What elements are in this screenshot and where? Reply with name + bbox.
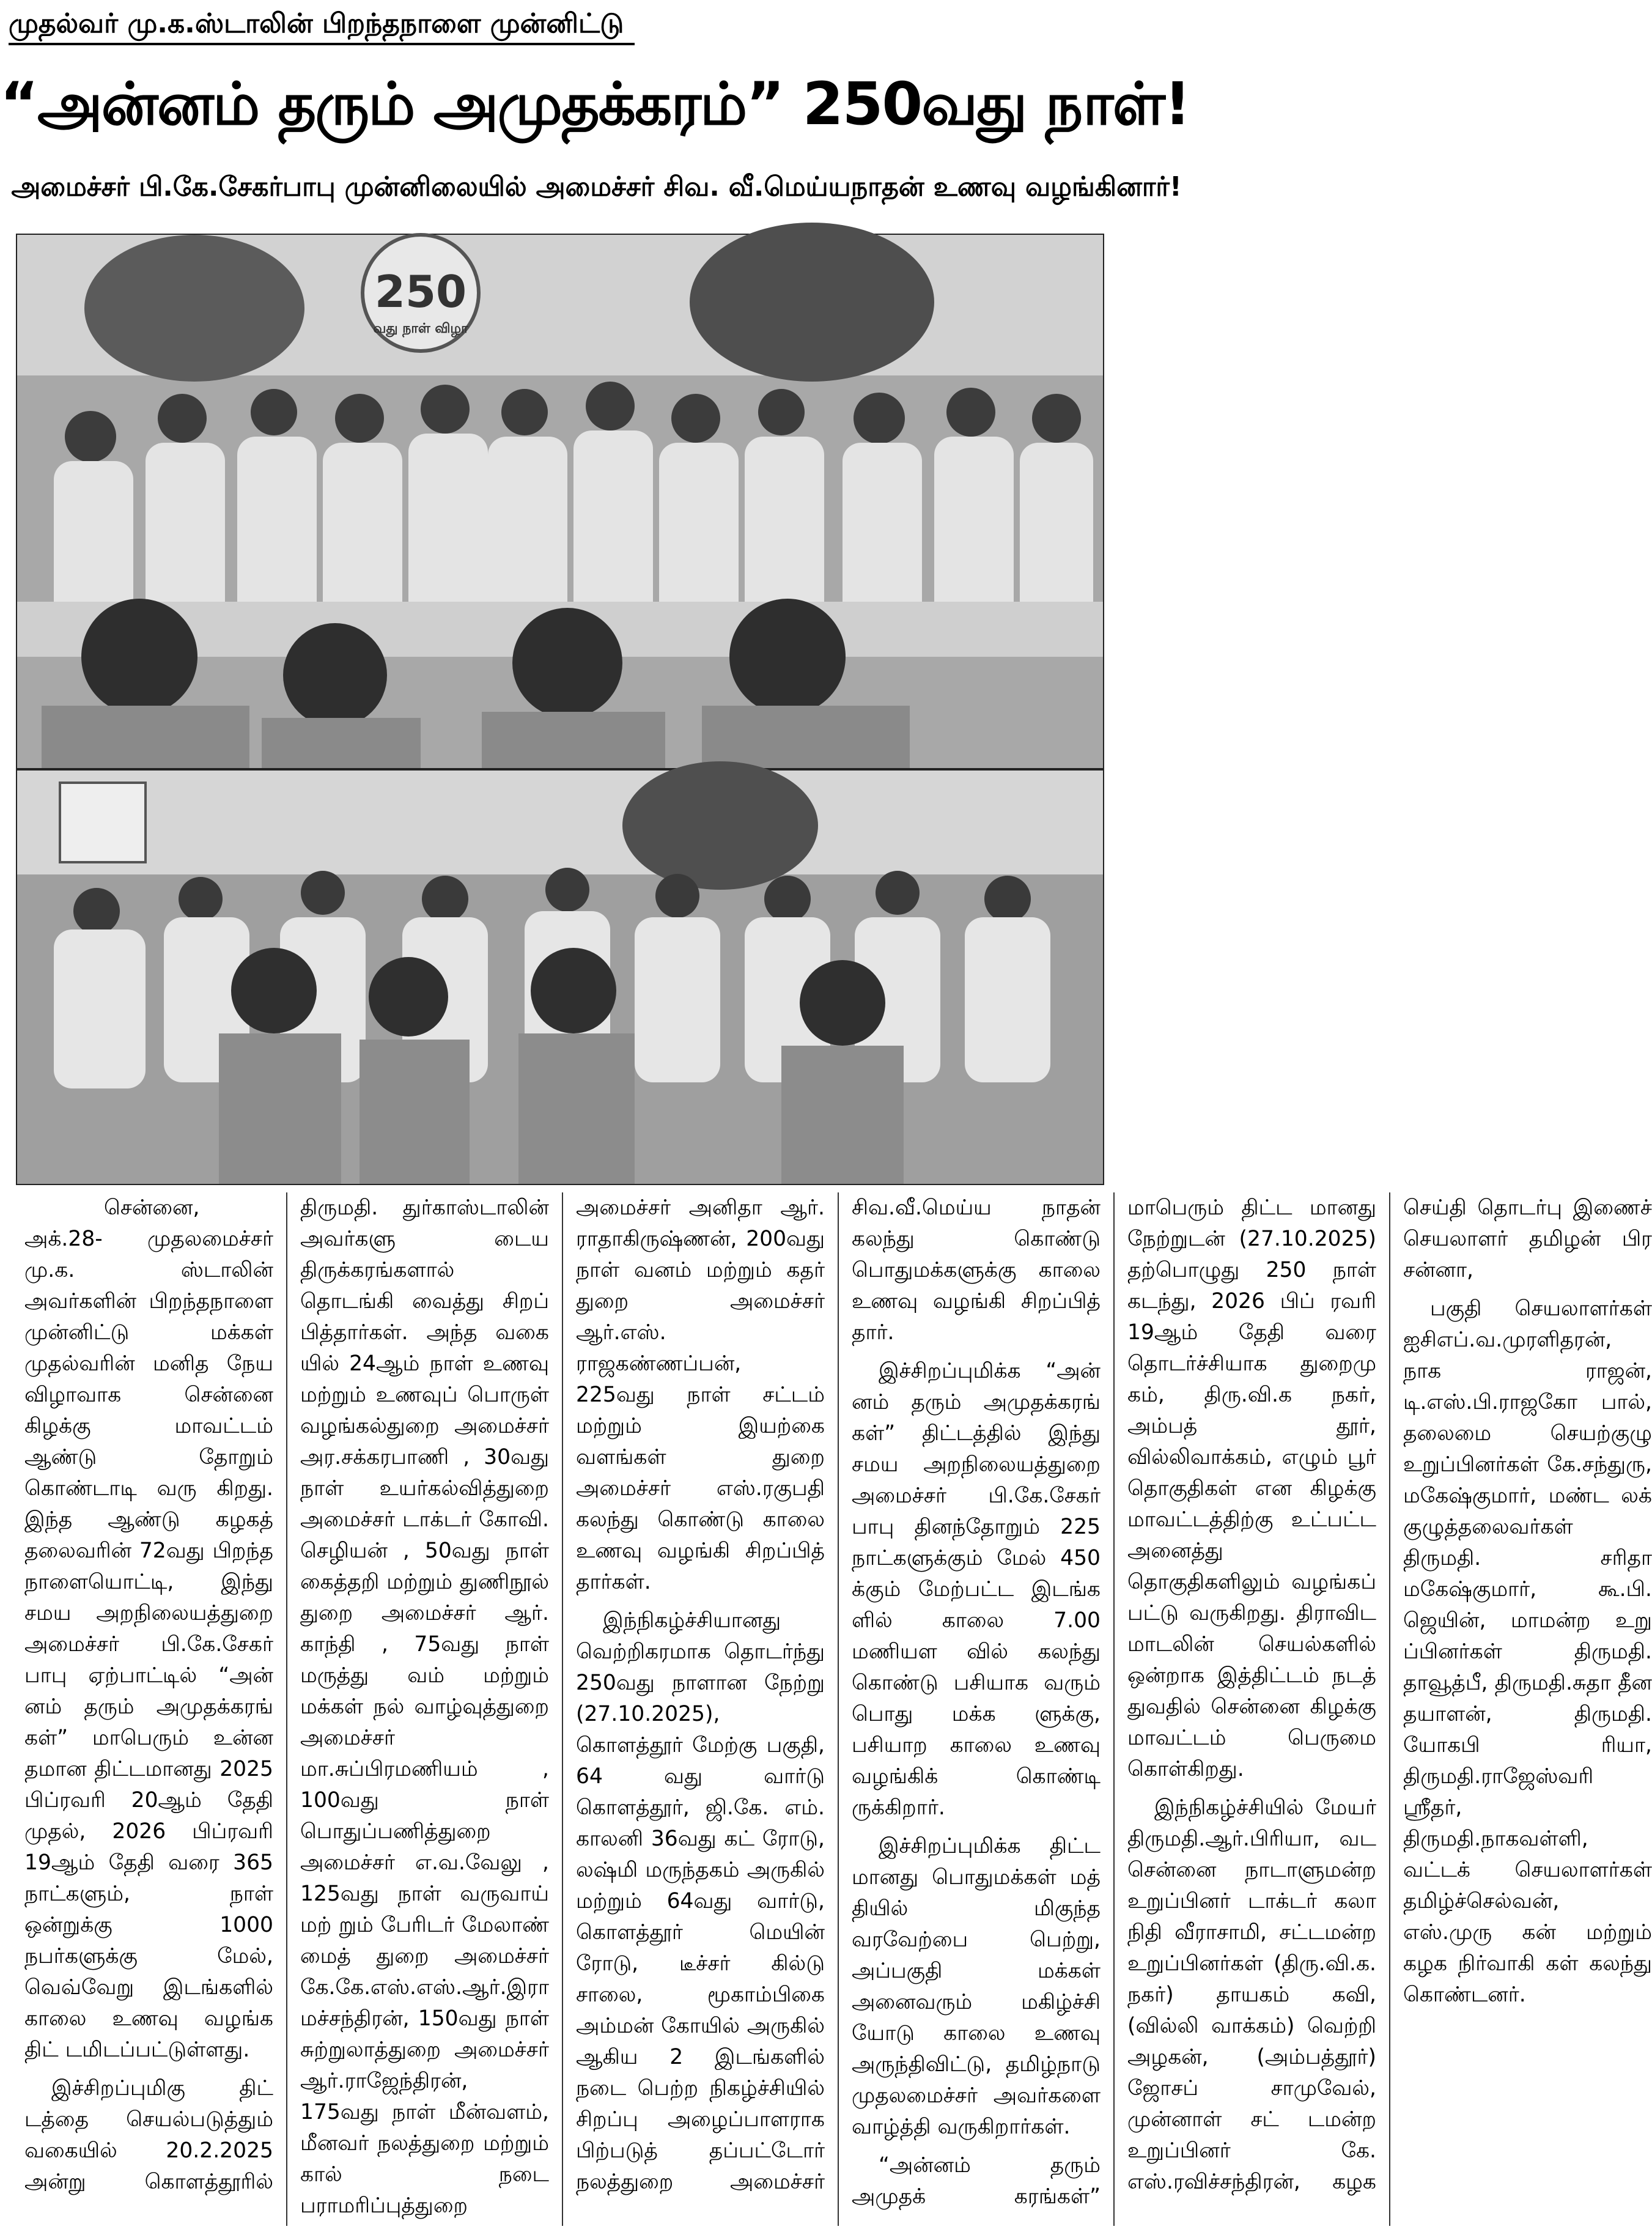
event-photo-top <box>16 234 1104 769</box>
article-paragraph: “அன்னம் தரும் அமுதக் கரங்கள்” மாபெரும் திட்ட மானது நேற்றுடன் (27.10.2025) தற்பொழுது 250 நாள் கடந்து, 2026 பிப் ரவரி 19ஆம் தேதி வரை தொடர்ச்சியாக துறைமு கம், திரு.வி.க நகர், அம்பத் தூர், வில்லிவாக்கம், எழும் பூர் தொகுதிகள் என கிழக்கு மாவட்டத்திற்கு உட்பட்ட அனைத்து தொகுதிகளிலும் வழங்கப் பட்டு வருகிறது. திராவிட மாடலின் செயல்களில் ஒன்றாக இத்திட்டம் நடத் துவதில் சென்னை கிழக்கு மாவட்டம் பெருமை கொள்கிறது. <box>852 1195 1376 2209</box>
article-body <box>24 1192 1652 2226</box>
event-photo-top-illustration <box>17 235 1103 768</box>
event-photo-bottom <box>16 769 1104 1185</box>
article-paragraph: இந்நிகழ்ச்சியில் மேயர் திருமதி.ஆர்.பிரியா, வட சென்னை நாடாளுமன்ற உறுப்பினர் டாக்டர் கலா நிதி வீராசாமி, சட்டமன்ற உறுப்பினர்கள் (திரு.வி.க. நகர்) தாயகம் கவி, (வில்லி வாக்கம்) வெற்றி அழகன், (அம்பத்தூர்) ஜோசப் சாமுவேல், முன்னாள் சட் டமன்ற உறுப்பினர் கே. எஸ்.ரவிச்சந்திரன், கழக செய்தி தொடர்பு இணைச் செயலாளர் தமிழன் பிர சன்னா, <box>1127 1195 1652 2194</box>
event-photo-bottom-illustration <box>17 770 1103 1184</box>
article-paragraph: இச்சிறப்புமிகு திட் டத்தை செயல்படுத்தும் வகையில் 20.2.2025 அன்று கொளத்தூரில் திருமதி. துர்காஸ்டாலின் அவர்களு டைய திருக்கரங்களால் தொடங்கி வைத்து சிறப் பித்தார்கள். அந்த வகை யில் 24ஆம் நாள் உணவு மற்றும் உணவுப் பொருள் வழங்கல்துறை அமைச்சர் அர.சக்கரபாணி , 30வது நாள் உயர்கல்வித்துறை அமைச்சர் டாக்டர் கோவி. செழியன் , 50வது நாள் கைத்தறி மற்றும் துணிநூல் துறை அமைச்சர் ஆர். காந்தி , 75வது நாள் மருத்து வம் மற்றும் மக்கள் நல் வாழ்வுத்துறை அமைச்சர் மா.சுப்பிரமணியம் , 100வது நாள் பொதுப்பணித்துறை அமைச்சர் எ.வ.வேலு , 125வது நாள் வருவாய் மற் றும் பேரிடர் மேலாண் மைத் துறை அமைச்சர் கே.கே.எஸ்.எஸ்.ஆர்.இரா மச்சந்திரன், 150வது நாள் சுற்றுலாத்துறை அமைச்சர் ஆர்.ராஜேந்திரன், 175வது நாள் மீன்வளம், மீனவர் நலத்துறை மற்றும் கால் நடை பராமரிப்புத்துறை அமைச்சர் அனிதா ஆர். ராதாகிருஷ்ணன், 200வது நாள் வனம் மற்றும் கதர் துறை அமைச்சர் ஆர்.எஸ். ராஜகண்ணப்பன், 225வது நாள் சட்டம் மற்றும் இயற்கை வளங்கள் துறை அமைச்சர் எஸ்.ரகுபதி கலந்து கொண்டு காலை உணவு வழங்கி சிறப்பித் தார்கள். <box>24 1195 825 2218</box>
anniversary-badge-caption: வது நாள் விழா <box>373 321 468 336</box>
anniversary-badge-number: 250 <box>374 266 467 317</box>
article-paragraph: சென்னை, அக்.28- முதலமைச்சர் மு.க. ஸ்டாலின் அவர்களின் பிறந்தநாளை முன்னிட்டு மக்கள் முதல்வரின் மனித நேய விழாவாக சென்னை கிழக்கு மாவட்டம் ஆண்டு தோறும் கொண்டாடி வரு கிறது. இந்த ஆண்டு கழகத் தலைவரின் 72வது பிறந்த நாளையொட்டி, இந்து சமய அறநிலையத்துறை அமைச்சர் பி.கே.சேகர் பாபு ஏற்பாட்டில் “அன் னம் தரும் அமுதக்கரங் கள்” மாபெரும் உன்ன தமான திட்டமானது 2025 பிப்ரவரி 20ஆம் தேதி முதல், 2026 பிப்ரவரி 19ஆம் தேதி வரை 365 நாட்களும், நாள் ஒன்றுக்கு 1000 நபர்களுக்கு மேல், வெவ்வேறு இடங்களில் காலை உணவு வழங்க திட் டமிடப்பட்டுள்ளது. <box>24 1195 273 2062</box>
headline: “அன்னம் தரும் அமுதக்கரம்” 250வது நாள்! <box>0 70 1190 138</box>
article-paragraph: இந்நிகழ்ச்சியானது வெற்றிகரமாக தொடர்ந்து 250வது நாளான நேற்று (27.10.2025), கொளத்தூர் மேற்கு பகுதி, 64 வது வார்டு கொளத்தூர், ஜி.கே. எம். காலனி 36வது கட் ரோடு, லஷ்மி மருந்தகம் அருகில் மற்றும் 64வது வார்டு, கொளத்தூர் மெயின் ரோடு, டீச்சர் கில்டு சாலை, மூகாம்பிகை அம்மன் கோயில் அருகில் ஆகிய 2 இடங்களில் நடை பெற்ற நிகழ்ச்சியில் சிறப்பு அழைப்பாளராக பிற்படுத் தப்பட்டோர் நலத்துறை அமைச்சர் சிவ.வீ.மெய்ய நாதன் கலந்து கொண்டு பொதுமக்களுக்கு காலை உணவு வழங்கி சிறப்பித் தார். <box>576 1195 1101 2194</box>
article-paragraph: பகுதி செயலாளர்கள் ஐசிஎப்.வ.முரளிதரன், நாக ராஜன், டி.எஸ்.பி.ராஜகோ பால், தலைமை செயற்குழு உறுப்பினர்கள் கே.சந்துரு, மகேஷ்குமார், மண்ட லக் குழுத்தலைவர்கள் திருமதி. சரிதா மகேஷ்குமார், கூ.பி. ஜெயின், மாமன்ற உறு ப்பினர்கள் திருமதி. தாவூத்பீ, திருமதி.சுதா தீன தயாளன், திருமதி. யோகபி ரியா, திருமதி.ராஜேஸ்வரி ஸ்ரீதர், திருமதி.நாகவள்ளி, வட்டக் செயலாளர்கள் தமிழ்ச்செல்வன், எஸ்.முரு கன் மற்றும் கழக நிர்வாகி கள் கலந்து கொண்டனர். <box>1403 1296 1652 2007</box>
subhead: அமைச்சர் பி.கே.சேகர்பாபு முன்னிலையில் அமைச்சர் சிவ. வீ.மெய்யநாதன் உணவு வழங்கினார்! <box>11 171 1182 202</box>
kicker-line: முதல்வர் மு.க.ஸ்டாலின் பிறந்தநாளை முன்னிட்டு <box>9 5 635 45</box>
article-paragraph: இச்சிறப்புமிக்க திட்ட மானது பொதுமக்கள் மத் தியில் மிகுந்த வரவேற்பை பெற்று, அப்பகுதி மக்கள் அனைவரும் மகிழ்ச்சி யோடு காலை உணவு அருந்திவிட்டு, தமிழ்நாடு முதலமைச்சர் அவர்களை வாழ்த்தி வருகிறார்கள். <box>852 1834 1101 2139</box>
article-paragraph: இச்சிறப்புமிக்க “அன் னம் தரும் அமுதக்கரங் கள்” திட்டத்தில் இந்து சமய அறநிலையத்துறை அமைச்சர் பி.கே.சேகர் பாபு தினந்தோறும் 225 நாட்களுக்கும் மேல் 450 க்கும் மேற்பட்ட இடங்க ளில் காலை 7.00 மணியள வில் கலந்து கொண்டு பசியாக வரும் பொது மக்க ளுக்கு, பசியாற காலை உணவு வழங்கிக் கொண்டி ருக்கிறார். <box>852 1359 1101 1820</box>
